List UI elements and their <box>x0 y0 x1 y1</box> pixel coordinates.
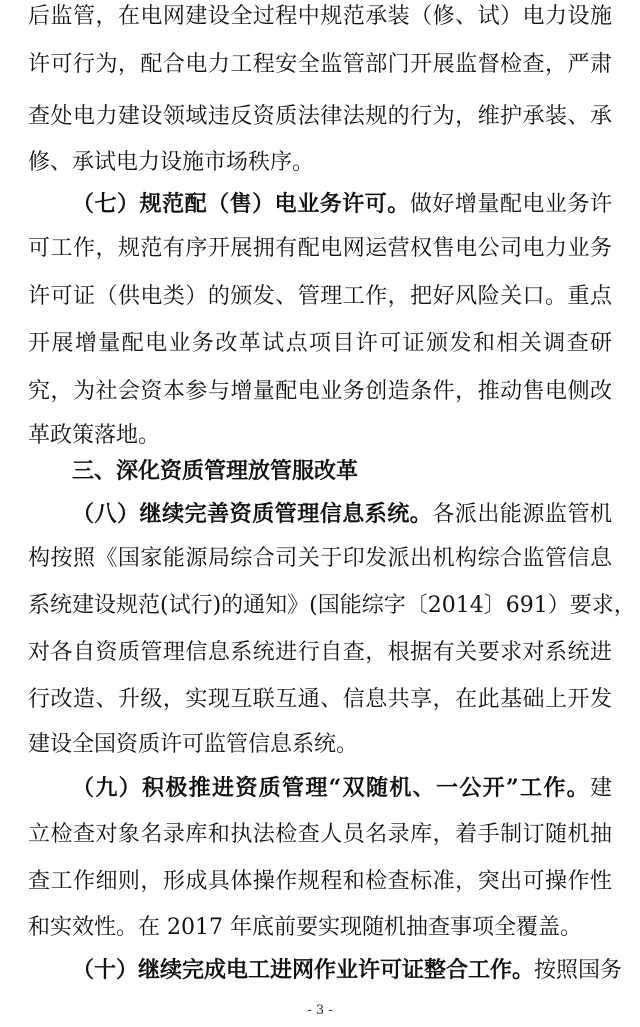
text-line: 建设全国资质许可监管信息系统。 <box>28 732 359 757</box>
text-line: 修、承试电力设施市场秩序。 <box>28 150 315 175</box>
text-line: 可工作，规范有序开展拥有配电网运营权售电公司电力业务 <box>28 236 612 261</box>
item-9-first-line <box>72 772 612 804</box>
text-line: 许可行为，配合电力工程安全监管部门开展监督检查，严肃 <box>28 52 612 77</box>
item-9-title: （九）积极推进资质管理“双随机、一公开”工作。 <box>72 775 590 801</box>
item-10-first-line-text: 按照国务 <box>534 958 623 983</box>
page-number: - 3 - <box>307 1003 333 1018</box>
item-8-first-line <box>72 498 612 530</box>
text-line: 查工作细则，形成具体操作规程和检查标准，突出可操作性 <box>28 869 612 894</box>
item-7-first-line-text: 做好增量配电业务许 <box>409 192 612 217</box>
text-line: 究，为社会资本参与增量配电业务创造条件，推动售电侧改 <box>28 379 612 404</box>
item-8-first-line-text: 各派出能源监管机 <box>432 502 612 527</box>
item-7-title: （七）规范配（售）电业务许可。 <box>72 191 410 217</box>
text-line: 行改造、升级，实现互联互通、信息共享，在此基础上开发 <box>28 687 612 712</box>
text-line: 许可证（供电类）的颁发、管理工作，把好风险关口。重点 <box>28 284 612 309</box>
text-line: 对各自资质管理信息系统进行自查，根据有关要求对系统进 <box>28 640 612 665</box>
item-10-title: （十）继续完成电工进网作业许可证整合工作。 <box>72 957 535 983</box>
text-line: 开展增量配电业务改革试点项目许可证颁发和相关调查研 <box>28 331 612 356</box>
item-7-first-line <box>72 188 612 220</box>
text-line: 构按照《国家能源局综合司关于印发派出机构综合监管信息 <box>28 546 612 571</box>
text-line: 革政策落地。 <box>28 423 161 448</box>
item-9-first-line-text: 建 <box>589 776 612 801</box>
text-line: 查处电力建设领域违反资质法律法规的行为，维护承装、承 <box>28 104 612 129</box>
text-line: 立检查对象名录库和执法检查人员名录库，着手制订随机抽 <box>28 822 612 847</box>
text-line: 和实效性。在 2017 年底前要实现随机抽查事项全覆盖。 <box>28 915 582 940</box>
text-line: 系统建设规范(试行)的通知》(国能综字〔2014〕691）要求， <box>28 593 636 618</box>
text-line: 后监管，在电网建设全过程中规范承装（修、试）电力设施 <box>28 4 612 29</box>
item-10-first-line <box>72 954 623 986</box>
item-8-title: （八）继续完善资质管理信息系统。 <box>72 501 433 527</box>
section-heading: 三、深化资质管理放管服改革 <box>72 459 359 484</box>
